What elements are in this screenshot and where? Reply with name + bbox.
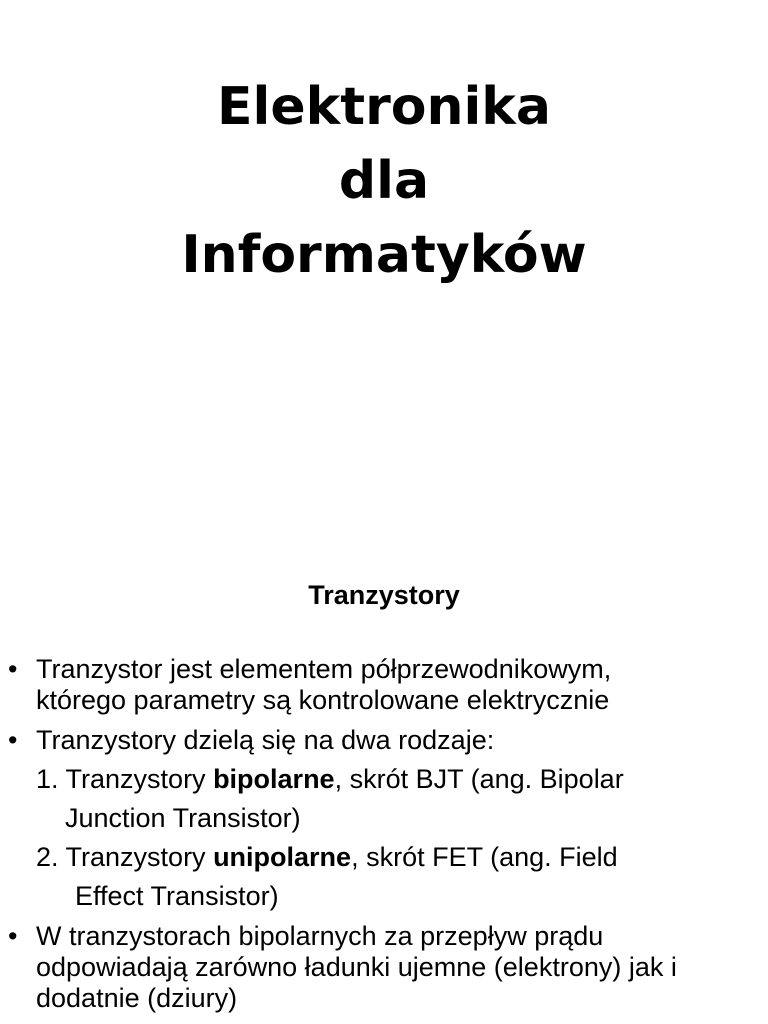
bullet-1-line-2: [0, 685, 768, 716]
title-line-3: Informatyków: [181, 225, 587, 285]
bullet-marker: •: [8, 921, 18, 951]
bullet-2-line-1: [0, 725, 768, 756]
item-2-line-2: [0, 881, 768, 912]
bullet-list: [0, 654, 768, 1014]
bullet-3-text-1: W tranzystorach bipolarnych za przepływ prądu: [36, 921, 604, 951]
bullet-1-line-1: [0, 654, 768, 685]
title-line-2: dla: [338, 151, 430, 211]
item-2-text-2: Effect Transistor): [75, 881, 279, 911]
bullet-2-text-1: Tranzystory dzielą się na dwa rodzaje:: [36, 725, 495, 755]
bullet-marker: •: [8, 654, 18, 684]
item-1-line-1: [0, 764, 768, 795]
bullet-3-line-2: [0, 952, 768, 983]
item-1-prefix: 1. Tranzystory: [36, 764, 214, 794]
item-1-text-2: Junction Transistor): [65, 803, 301, 833]
bullet-marker: •: [8, 725, 18, 755]
item-2-line-1: [0, 842, 768, 873]
title-line-1: Elektronika: [217, 77, 551, 137]
bullet-1-text-1: Tranzystor jest elementem półprzewodnikowym,: [36, 654, 612, 684]
page-title: [0, 70, 768, 292]
item-1-line-2: [0, 803, 768, 834]
bullet-1-text-2: którego parametry są kontrolowane elektrycznie: [36, 685, 610, 715]
item-2-prefix: 2. Tranzystory: [36, 842, 214, 872]
bullet-3-text-3: dodatnie (dziury): [36, 983, 238, 1013]
bullet-3-line-3: [0, 983, 768, 1014]
item-2-suffix: , skrót FET (ang. Field: [351, 842, 618, 872]
item-1-bold: bipolarne: [213, 764, 335, 794]
bullet-3-text-2: odpowiadają zarówno ładunki ujemne (elektrony) jak i: [36, 952, 677, 982]
bullet-3-line-1: [0, 921, 768, 952]
item-2-bold: unipolarne: [213, 842, 352, 872]
item-1-suffix: , skrót BJT (ang. Bipolar: [334, 764, 624, 794]
section-heading: Tranzystory: [308, 580, 460, 610]
